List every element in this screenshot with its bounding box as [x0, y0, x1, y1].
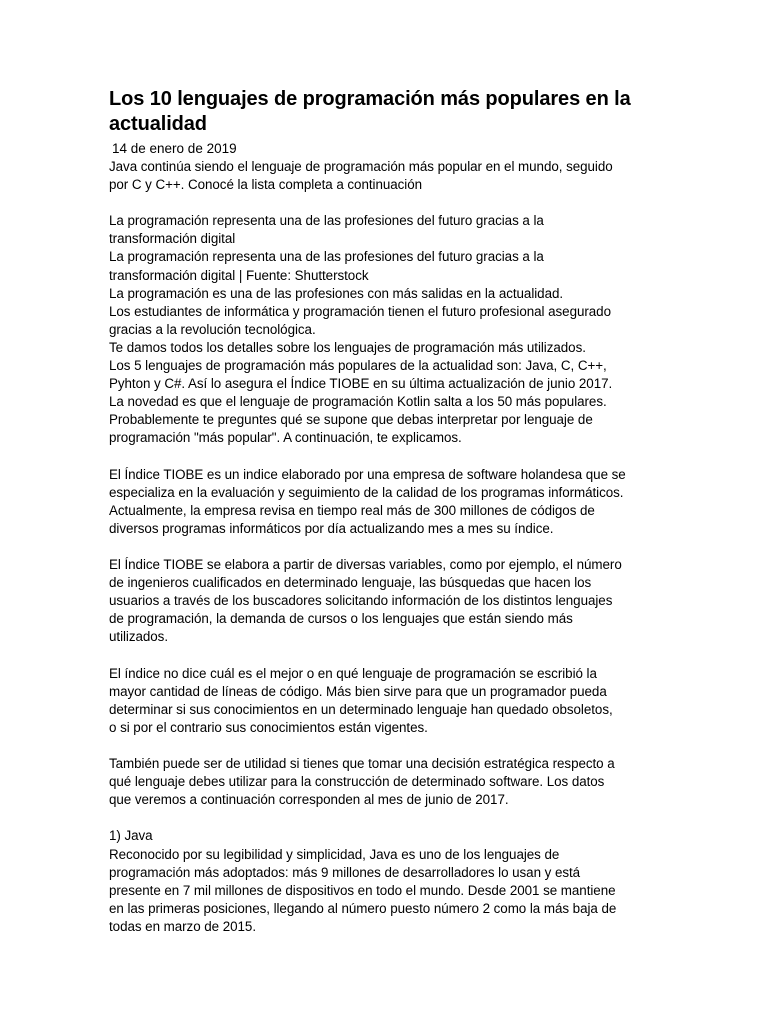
text-line: presente en 7 mil millones de dispositivos en todo el mundo. Desde 2001 se mantiene [109, 882, 616, 898]
title-line: Los 10 lenguajes de programación más populares en la [109, 88, 631, 110]
paragraph [109, 665, 654, 737]
text-line: diversos programas informáticos por día actualizando mes a mes su índice. [109, 520, 554, 536]
text-line: determinar si sus conocimientos en un determinado lenguaje han quedado obsoletos, [109, 701, 613, 717]
text-line: que veremos a continuación corresponden al mes de junio de 2017. [109, 792, 509, 808]
text-line: usuarios a través de los buscadores solicitando información de los distintos lenguajes [109, 593, 613, 609]
text-line: por C y C++. Conocé la lista completa a continuación [109, 177, 422, 193]
text-line: La novedad es que el lenguaje de programación Kotlin salta a los 50 más populares. [109, 394, 607, 410]
section-heading: 1) Java [109, 828, 153, 844]
text-line: utilizados. [109, 629, 168, 645]
article-body [109, 158, 654, 936]
section-java [109, 827, 654, 936]
paragraph [109, 755, 654, 809]
text-line: mayor cantidad de líneas de código. Más bien sirve para que un programador pueda [109, 683, 607, 699]
text-line: Actualmente, la empresa revisa en tiempo real más de 300 millones de códigos de [109, 502, 595, 518]
text-line: Te damos todos los detalles sobre los lenguajes de programación más utilizados. [109, 339, 586, 355]
text-line: El índice no dice cuál es el mejor o en qué lenguaje de programación se escribió la [109, 665, 597, 681]
document-title [109, 87, 654, 137]
publication-date: 14 de enero de 2019 [112, 141, 237, 156]
text-line: Java continúa siendo el lenguaje de programación más popular en el mundo, seguido [109, 159, 613, 174]
text-line: También puede ser de utilidad si tienes que tomar una decisión estratégica respecto a [109, 756, 615, 772]
text-line: todas en marzo de 2015. [109, 918, 256, 934]
text-line: en las primeras posiciones, llegando al número puesto número 2 como la más baja de [109, 900, 617, 916]
text-line: o si por el contrario sus conocimientos están vigentes. [109, 719, 428, 735]
text-line: El Índice TIOBE es un indice elaborado por una empresa de software holandesa que se [109, 466, 626, 482]
paragraph [109, 556, 654, 646]
lead-paragraph [109, 158, 654, 194]
text-line: La programación representa una de las profesiones del futuro gracias a la [109, 213, 544, 229]
paragraph [109, 466, 654, 538]
text-line: Probablemente te preguntes qué se supone que debas interpretar por lenguaje de [109, 412, 593, 428]
text-line: transformación digital [109, 231, 236, 247]
text-line: gracias a la revolución tecnológica. [109, 321, 316, 337]
text-line: Los 5 lenguajes de programación más populares de la actualidad son: Java, C, C++, [109, 358, 607, 374]
document-page [109, 87, 654, 954]
text-line: de ingenieros cualificados en determinado lenguaje, las búsquedas que hacen los [109, 575, 592, 591]
text-line: transformación digital | Fuente: Shutterstock [109, 267, 369, 283]
text-line: de programación, la demanda de cursos o los lenguajes que están siendo más [109, 611, 573, 627]
text-line: Reconocido por su legibilidad y simplicidad, Java es uno de los lenguajes de [109, 846, 560, 862]
text-line: El Índice TIOBE se elabora a partir de diversas variables, como por ejemplo, el número [109, 557, 622, 573]
text-line: La programación representa una de las profesiones del futuro gracias a la [109, 249, 544, 265]
paragraph [109, 212, 654, 447]
text-line: Los estudiantes de informática y programación tienen el futuro profesional asegurado [109, 303, 611, 319]
text-line: La programación es una de las profesiones con más salidas en la actualidad. [109, 285, 564, 301]
text-line: especializa en la evaluación y seguimiento de la calidad de los programas informáticos. [109, 484, 624, 500]
text-line: Pyhton y C#. Así lo asegura el Índice TIOBE en su última actualización de junio 2017. [109, 376, 613, 392]
text-line: programación "más popular". A continuación, te explicamos. [109, 430, 462, 446]
text-line: qué lenguaje debes utilizar para la construcción de determinado software. Los datos [109, 774, 605, 790]
title-line: actualidad [109, 113, 207, 135]
text-line: programación más adoptados: más 9 millones de desarrolladores lo usan y está [109, 864, 581, 880]
